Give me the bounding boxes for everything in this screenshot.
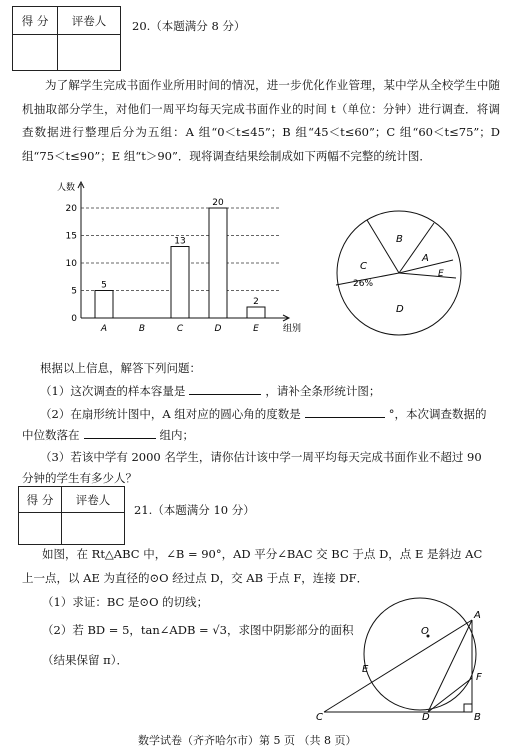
circle-O	[364, 598, 476, 710]
grader-label: 评卷人	[62, 487, 125, 513]
pie-label-D: D	[396, 304, 404, 315]
q21-intro-1: 如图，在 Rt△ABC 中，∠B = 90°，AD 平分∠BAC 交 BC 于点 D，点 E 是斜边 AC	[42, 547, 483, 561]
y-tick-label: 20	[65, 204, 77, 214]
pie-chart	[332, 206, 466, 340]
score-cell[interactable]	[19, 513, 62, 545]
q20-prompt: 根据以上信息，解答下列问题：	[40, 361, 201, 375]
q20-part1: （1）这次调查的样本容量是 ，请补全条形统计图；	[40, 384, 381, 398]
pie-label-C-percent: 26%	[353, 279, 374, 289]
q21-part1: （1）求证：BC 是⊙O 的切线；	[42, 595, 209, 609]
pie-label-C: C	[360, 261, 367, 272]
x-tick-label: A	[100, 324, 108, 334]
bar-D	[209, 208, 227, 318]
label-E: E	[362, 664, 369, 675]
answer-blank-1[interactable]	[189, 383, 261, 395]
pie-boundary	[399, 273, 456, 278]
q20-part3: （3）若该中学有 2000 名学生，请你估计该中学一周平均每天完成书面作业不超过 90	[40, 450, 482, 464]
y-axis-label: 人数	[57, 183, 76, 193]
q20-title: 20.（本题满分 8 分）	[132, 19, 246, 33]
q20-part3-cont: 分钟的学生有多少人？	[22, 471, 137, 485]
answer-blank-3[interactable]	[84, 427, 156, 439]
bar-data-label: 13	[174, 236, 186, 247]
y-tick-label: 10	[65, 259, 77, 269]
q20-intro: 为了解学生完成书面作业所用时间的情况，进一步优化作业管理，某中学从全校学生中随机抽取部分学生，对他们一周平均每天完成书面作业的时间 t（单位：分钟）进行调查．将调查数据进行整理后分为五组：A 组“0＜t≤45”；B 组“45＜t≤60”；C 组“60＜t≤75”；D 组“75＜t≤90”；E 组“t＞90”．现将调查结果绘制成如下两幅不完整的统计图．	[22, 78, 500, 163]
x-tick-label: E	[253, 324, 259, 334]
grader-cell[interactable]	[58, 35, 121, 71]
x-tick-label: C	[176, 324, 184, 334]
score-label: 得 分	[13, 7, 58, 35]
y-tick-label: 15	[65, 231, 77, 242]
q20-part2-cont: 中位数落在 组内；	[22, 428, 194, 442]
page-footer: 数学试卷（齐齐哈尔市）第 5 页 （共 8 页）	[138, 734, 357, 747]
x-axis-label: 组别	[283, 324, 302, 334]
label-D: D	[422, 712, 430, 722]
score-cell[interactable]	[13, 35, 58, 71]
score-label: 得 分	[19, 487, 62, 513]
q20-part2: （2）在扇形统计图中，A 组对应的圆心角的度数是 °，本次调查数据的	[40, 407, 487, 421]
bar-A	[95, 291, 113, 319]
label-F: F	[476, 672, 482, 683]
answer-blank-2[interactable]	[305, 406, 385, 418]
q21-title: 21.（本题满分 10 分）	[134, 503, 255, 517]
label-A: A	[474, 610, 481, 621]
bar-C	[171, 247, 189, 319]
geometry-figure	[310, 596, 510, 722]
q20-score-box	[12, 6, 121, 71]
pie-label-A: A	[422, 253, 429, 264]
y-tick-label: 5	[71, 286, 77, 297]
q21-part3: （结果保留 π）．	[42, 653, 128, 667]
q21-score-box	[18, 486, 125, 545]
label-B: B	[474, 712, 481, 722]
bar-data-label: 2	[253, 297, 259, 307]
pie-boundary	[367, 220, 399, 273]
q21-part2: （2）若 BD = 5，tan∠ADB = √3，求图中阴影部分的面积	[42, 623, 354, 637]
x-tick-label: B	[138, 324, 146, 334]
pie-label-B: B	[396, 234, 403, 245]
bar-E	[247, 307, 265, 318]
label-O: O	[421, 626, 429, 637]
grader-cell[interactable]	[62, 513, 125, 545]
q21-intro-2: 上一点，以 AE 为直径的⊙O 经过点 D，交 AB 于点 F，连接 DF．	[22, 571, 369, 585]
pie-label-E: E	[438, 269, 444, 279]
x-tick-label: D	[214, 324, 222, 334]
right-angle-mark	[464, 704, 472, 712]
grader-label: 评卷人	[58, 7, 121, 35]
label-C: C	[316, 712, 323, 722]
segment-DF	[428, 678, 472, 712]
bar-data-label: 5	[101, 280, 107, 291]
y-tick-label: 0	[71, 314, 77, 324]
bar-chart	[55, 178, 305, 350]
bar-data-label: 20	[212, 198, 224, 208]
